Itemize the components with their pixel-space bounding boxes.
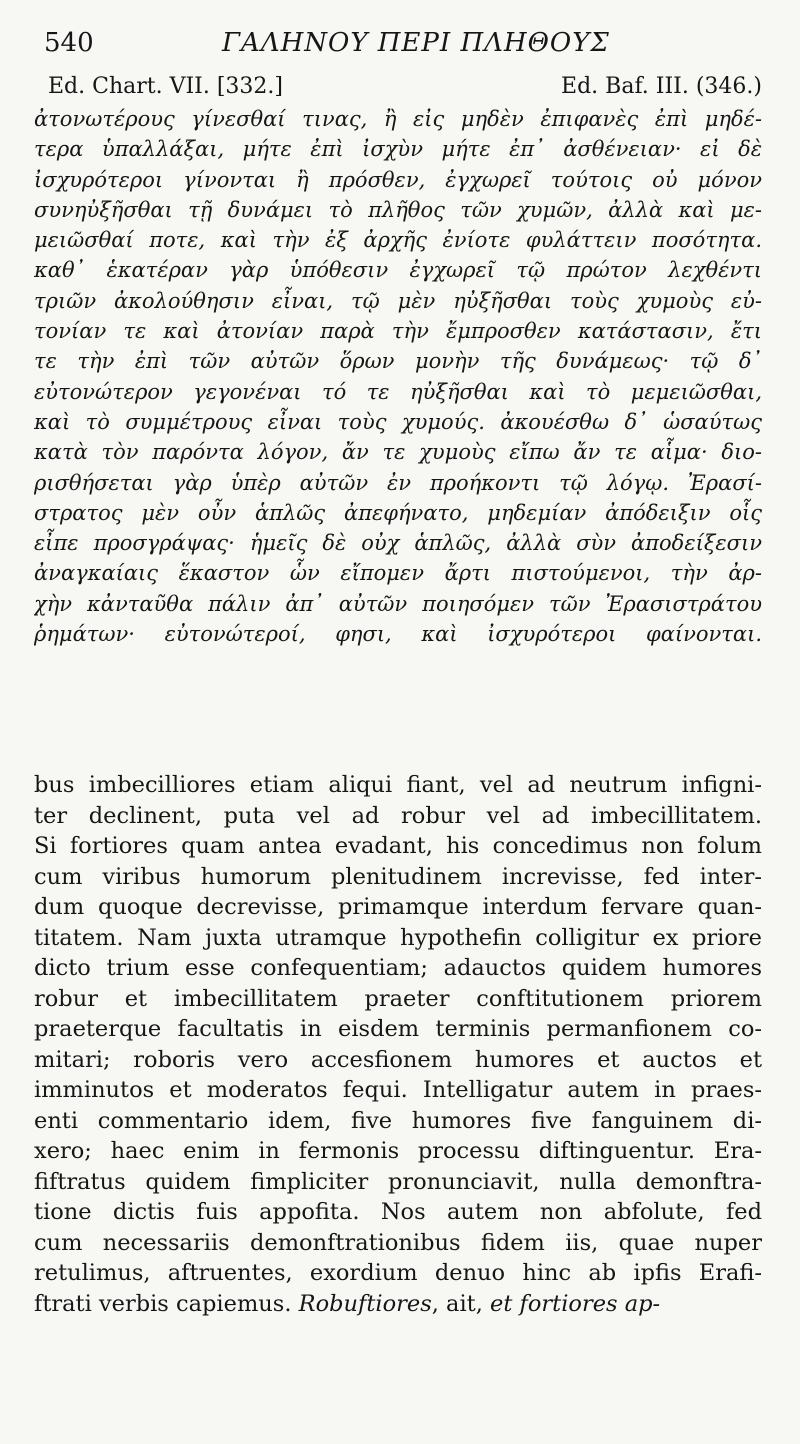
latin-final-text-start: ftrati verbis capiemus.: [34, 1290, 292, 1317]
latin-text-block: [34, 770, 762, 1319]
latin-line: Si fortiores quam antea evadant, his concedimus non folum: [34, 833, 762, 859]
latin-line: robur et imbecillitatem praeter conftitutionem priorem: [34, 985, 762, 1012]
latin-line: bus imbecilliores etiam aliqui fiant, vel ad neutrum infigni-: [34, 772, 762, 798]
greek-line: τονίαν τε καὶ ἀτονίαν παρὰ τὴν ἔμπροσθεν κατάστασιν, ἔτι: [34, 319, 762, 344]
greek-line: στρατος μὲν οὖν ἁπλῶς ἀπεφήνατο, μηδεμίαν ἀπόδειξιν οἷς: [34, 500, 762, 525]
latin-line: mitari; roboris vero accesfionem humores et auctos et: [34, 1046, 762, 1073]
greek-text-block: [34, 104, 762, 649]
greek-line: κατὰ τὸν παρόντα λόγον, ἄν τε χυμοὺς εἴπω ἄν τε αἷμα· διο-: [34, 440, 762, 465]
edition-reference-line: [48, 72, 762, 102]
latin-italic-et-fortiores: et fortiores ap-: [490, 1290, 661, 1317]
greek-line: εὐτονώτερον γεγονέναι τό τε ηὐξῆσθαι καὶ τὸ μεμειῶσθαι,: [34, 379, 762, 404]
latin-line: enti commentario idem, five humores five fanguinem di-: [34, 1107, 762, 1134]
edition-basel-reference: Ed. Baf. III. (346.): [561, 74, 762, 99]
latin-line: dicto trium esse confequentiam; adauctos quidem humores: [34, 955, 762, 981]
latin-final-text-mid: , ait,: [431, 1290, 483, 1317]
latin-line: praeterque facultatis in eisdem terminis permanfionem co-: [34, 1016, 762, 1042]
page-number: 540: [44, 28, 94, 58]
latin-line: imminutos et moderatos fequi. Intelligatur autem in praes-: [34, 1077, 762, 1103]
greek-line: χὴν κἀνταῦθα πάλιν ἀπ᾽ αὐτῶν ποιησόμεν τῶν Ἐρασιστράτου: [34, 591, 762, 616]
greek-line: ἀτονωτέρους γίνεσθαί τινας, ἢ εἰς μηδὲν ἐπιφανὲς ἐπὶ μηδέ-: [34, 107, 762, 131]
latin-line: titatem. Nam juxta utramque hypothefin colligitur ex priore: [34, 924, 762, 951]
greek-line: συνηὐξῆσθαι τῇ δυνάμει τὸ πλῆθος τῶν χυμῶν, ἀλλὰ καὶ με-: [34, 197, 762, 222]
latin-line: ter declinent, puta vel ad robur vel ad imbecillitatem.: [34, 802, 762, 829]
running-title: ΓΑΛΗΝΟΥ ΠΕΡΙ ΠΛΗΘΟΥΣ: [222, 28, 610, 58]
latin-line: cum necessariis demonftrationibus fidem iis, quae nuper: [34, 1229, 762, 1256]
latin-line: retulimus, aftruentes, exordium denuo hinc ab ipfis Erafi-: [34, 1260, 762, 1286]
edition-chart-reference: Ed. Chart. VII. [332.]: [48, 74, 283, 99]
greek-line: μειῶσθαί ποτε, καὶ τὴν ἐξ ἀρχῆς ἐνίοτε φυλάττειν ποσότητα.: [34, 228, 762, 253]
latin-line: fiftratus quidem fimpliciter pronunciavit, nulla demonftra-: [34, 1168, 762, 1195]
latin-italic-robustiores: Robuftiores: [298, 1290, 432, 1317]
greek-line: τριῶν ἀκολούθησιν εἶναι, τῷ μὲν ηὐξῆσθαι τοὺς χυμοὺς εὐ-: [34, 288, 762, 313]
greek-line: τερα ὑπαλλάξαι, μήτε ἐπὶ ἰσχὺν μήτε ἐπ᾽ ἀσθένειαν· εἰ δὲ: [34, 137, 762, 162]
latin-line: tione dictis fuis appofita. Nos autem non abfolute, fed: [34, 1199, 762, 1225]
greek-line: εἶπε προσγράψας· ἡμεῖς δὲ οὐχ ἁπλῶς, ἀλλὰ σὺν ἀποδείξεσιν: [34, 531, 762, 556]
greek-line: τε τὴν ἐπὶ τῶν αὐτῶν ὅρων μονὴν τῆς δυνάμεως· τῷ δ᾽: [34, 349, 762, 374]
greek-line: ῥημάτων· εὐτονώτεροί, φησι, καὶ ἰσχυρότεροι φαίνονται.: [34, 622, 762, 647]
greek-line: καθ᾽ ἑκατέραν γὰρ ὑπόθεσιν ἐγχωρεῖ τῷ πρώτον λεχθέντι: [34, 258, 762, 283]
greek-line: ἰσχυρότεροι γίνονται ἢ πρόσθεν, ἐγχωρεῖ τούτοις οὐ μόνον: [34, 167, 762, 192]
latin-line: dum quoque decrevisse, primamque interdum fervare quan-: [34, 894, 762, 920]
latin-final-line: [34, 1289, 762, 1320]
greek-line: καὶ τὸ συμμέτρους εἶναι τοὺς χυμούς. ἀκουέσθω δ᾽ ὡσαύτως: [34, 409, 762, 434]
page-header: [44, 24, 762, 62]
greek-line: ρισθήσεται γὰρ ὑπὲρ αὐτῶν ἐν προήκοντι τῷ λόγῳ. Ἐρασί-: [34, 470, 762, 495]
greek-line: ἀναγκαίαις ἕκαστον ὧν εἴπομεν ἄρτι πιστούμενοι, τὴν ἀρ-: [34, 561, 762, 586]
latin-line: cum viribus humorum plenitudinem increvisse, fed inter-: [34, 863, 762, 890]
latin-line: xero; haec enim in fermonis processu diftinguentur. Era-: [34, 1138, 762, 1164]
